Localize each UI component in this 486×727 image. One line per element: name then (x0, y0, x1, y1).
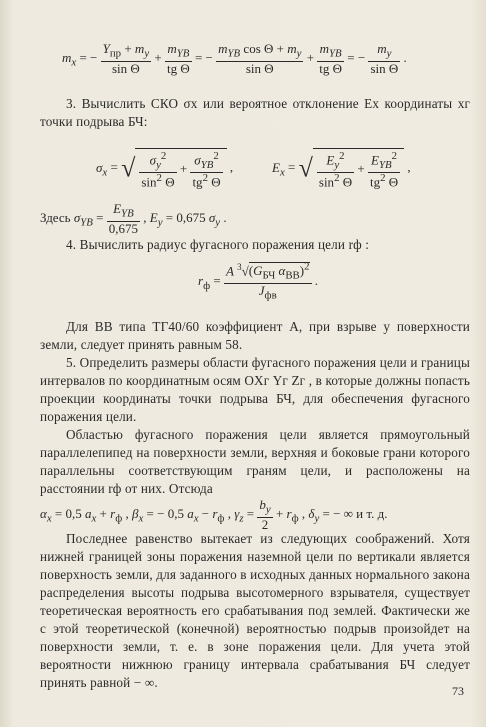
step-4: 4. Вычислить радиус фугасного поражения цели rф : (66, 237, 370, 252)
paragraph-last: Последнее равенство вытекает из следующих соображений. Хотя нижней границей зоны поражения наземной цели по вертикали является поверхность земли, для заданного в исходных данных нормального закона распределения высоты подрыва высотомерного взрывателя, существует теоретическая вероятность его срабатывания под землей. Фактически же с этой теоретической (конечной) вероятностью подрыв произойдет на поверхности земли, т. е. в зоне поражения цели. Для учета этой вероятности нижнюю границу интервала срабатывания БЧ следует принять равной − ∞. (40, 531, 470, 690)
formula-E-x: $E_x$ = √ $\frac{E_y^2}{\sin^2 \Theta}$ + $\frac{E_{YB}^2}{tg^2 \Theta}$ , (272, 150, 411, 190)
formula-r-f: $r_ф$ = $\frac{A ^3√(G_{БЧ} \alpha_{ВВ})^2}{J_{фв}}$ . (198, 261, 319, 302)
formula-bounds: $\alpha_x = 0,5$ $a_x + r_ф$ , $\beta_x$ = − 0,5 $a_x - r_ф$ , $\gamma_z$ = $\frac{b_y}{2}$ + $r_ф$ , $\delta_y$ = − ∞ и т. д. (40, 497, 388, 532)
formula-sigma-x: $\sigma_x$ = √ $\frac{\sigma_y^2}{\sin^2 \Theta}$ + $\frac{\sigma_{YB}^2}{tg^2 \Theta}$ , (96, 150, 234, 190)
formula-sigma-yb: Здесь $\sigma_{YB}$ = $\frac{E_{YB}}{0,675}$ , $E_y = 0,675$ $\sigma_y$ . (40, 201, 227, 236)
formula-mx: $m_x$ = − $\frac{Y_{пр} + m_y}{\text{sin Θ}}$ + $\frac{m_{YB}}{\text{tg Θ}}$ = − $\frac{m_{YB} \cos \Theta + m_y}{\text{sin Θ}}$ + $\frac{m_{YB}}{\text{tg Θ}}$ = − $\frac{m_y}{\text{sin Θ}}$ . (62, 41, 407, 76)
paragraph-area: Областью фугасного поражения цели является прямоугольный параллелепипед на поверхности земли, верхняя и боковые грани которого параллельны соответствующим граням цели, и расположены на расстоянии rф от них. Отсюда (40, 427, 470, 496)
page-number: 73 (452, 684, 464, 698)
step-3: 3. Вычислить СКО σx или вероятное отклонение Ex координаты xг точки подрыва БЧ: (40, 96, 470, 129)
step-5: 5. Определить размеры области фугасного поражения цели и границы интервалов по координатным осям OXг Yг Zг , в которые должны попасть проекции координаты точки подрыва БЧ, для обеспечения фугасного поражения цели. (40, 355, 470, 424)
paragraph-vv: Для ВВ типа ТГ40/60 коэффициент A, при взрыве у поверхности земли, следует принять равным 58. (40, 319, 470, 352)
